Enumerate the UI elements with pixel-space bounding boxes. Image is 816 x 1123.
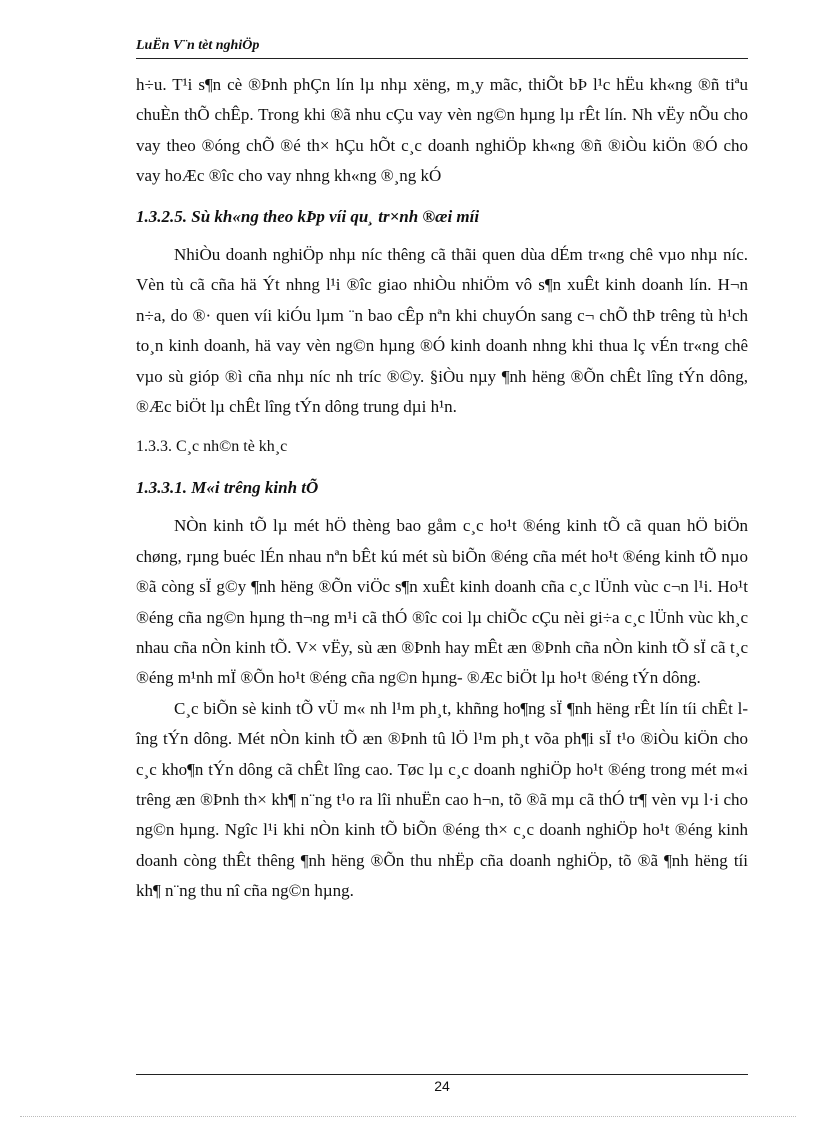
paragraph-economic-system: NÒn kinh tÕ lµ mét hÖ thèng bao gåm c¸c ho¹t ®éng kinh tÕ cã quan hÖ biÖn chøng, rµng buéc lÉn nhau nªn bÊt kú mét sù biÕn ®éng cña mét ho¹t ®éng kinh tÕ nµo ®ã còng sÏ g©y ¶nh hëng ®Õn viÖc s¶n xuÊt kinh doanh cña c¸c lÜnh vùc c¬n l¹i. Ho¹t ®éng cña ng©n hµng th¬ng m¹i cã thÓ ®îc coi lµ chiÕc cÇu nèi gi÷a c¸c lÜnh vùc kh¸c nhau cña nÒn kinh tÕ. V× vËy, sù æn ®Þnh hay mÊt æn ®Þnh cña nÒn kinh tÕ sÏ cã t¸c ®éng m¹nh mÏ ®Õn ho¹t ®éng cña ng©n hµng- ®Æc biÖt lµ ho¹t ®éng tÝn dông. — [136, 516, 748, 688]
section-heading-1-3-3-1: 1.3.3.1. M«i trêng kinh tÕ — [136, 477, 319, 497]
footer-divider — [136, 1074, 748, 1075]
section-heading-1-3-2-5: 1.3.2.5. Sù kh«ng theo kÞp víi qu¸ tr×nh ®æi míi — [136, 206, 480, 226]
page-edge-line — [20, 1116, 796, 1117]
paragraph-continuation: h÷u. T¹i s¶n cè ®Þnh phÇn lín lµ nhµ xëng, m¸y mãc, thiÕt bÞ l¹c hËu kh«ng ®ñ tiªu chuÈn thÕ chÊp. Trong khi ®ã nhu cÇu vay vèn ng©n hµng lµ rÊt lín. Nh vËy nÕu cho vay theo ®óng chÕ ®é th× hÇu hÕt c¸c doanh nghiÖp kh«ng ®ñ ®iÒu kiÖn ®Ó cho vay hoÆc ®îc cho vay nhng kh«ng ®¸ng kÓ — [136, 75, 748, 186]
paragraph-state-enterprises: NhiÒu doanh nghiÖp nhµ níc thêng cã thãi quen dùa dÉm tr«ng chê vµo nhµ níc. Vèn tù cã cña hä Ýt nhng l¹i ®îc giao nhiÒu nhiÖm vô s¶n xuÊt kinh doanh lín. H¬n n÷a, do ®· quen víi kiÓu lµm ¨n bao cÊp nªn khi chuyÓn sang c¬ chÕ thÞ trêng tù h¹ch to¸n kinh doanh, hä vay vèn ng©n hµng ®Ó kinh doanh nhng khi thua lç vÉn tr«ng chê vµo sù gióp ®ì cña nhµ níc nh tríc ®©y. §iÒu nµy ¶nh hëng ®Õn chÊt lîng tÝn dông, ®Æc biÖt lµ chÊt lîng tÝn dông trung dµi h¹n. — [136, 245, 748, 417]
running-header: LuËn V¨n tèt nghiÖp — [136, 38, 260, 53]
page-number: 24 — [434, 1078, 450, 1094]
paragraph-macro-variables: C¸c biÕn sè kinh tÕ vÜ m« nh l¹m ph¸t, khñng ho¶ng sÏ ¶nh hëng rÊt lín tíi chÊt lîng tÝn dông. Mét nÒn kinh tÕ æn ®Þnh tû lÖ l¹m ph¸t võa ph¶i sÏ t¹o ®iÒu kiÖn cho c¸c kho¶n tÝn dông cã chÊt lîng cao. Tøc lµ c¸c doanh nghiÖp ho¹t ®éng trong mét m«i trêng æn ®Þnh th× kh¶ n¨ng t¹o ra lîi nhuËn cao h¬n, tõ ®ã mµ cã thÓ tr¶ vèn vµ l·i cho ng©n hµng. Ngîc l¹i khi nÒn kinh tÕ biÕn ®éng th× c¸c doanh nghiÖp ho¹t ®éng kinh doanh còng thÊt thêng ¶nh hëng ®Õn thu nhËp cña doanh nghiÖp, tõ ®ã ¶nh hëng tíi kh¶ n¨ng thu nî cña ng©n hµng. — [136, 698, 748, 901]
section-heading-1-3-3: 1.3.3. C¸c nh©n tè kh¸c — [136, 438, 288, 456]
header-divider — [136, 58, 748, 59]
document-body — [136, 70, 748, 907]
